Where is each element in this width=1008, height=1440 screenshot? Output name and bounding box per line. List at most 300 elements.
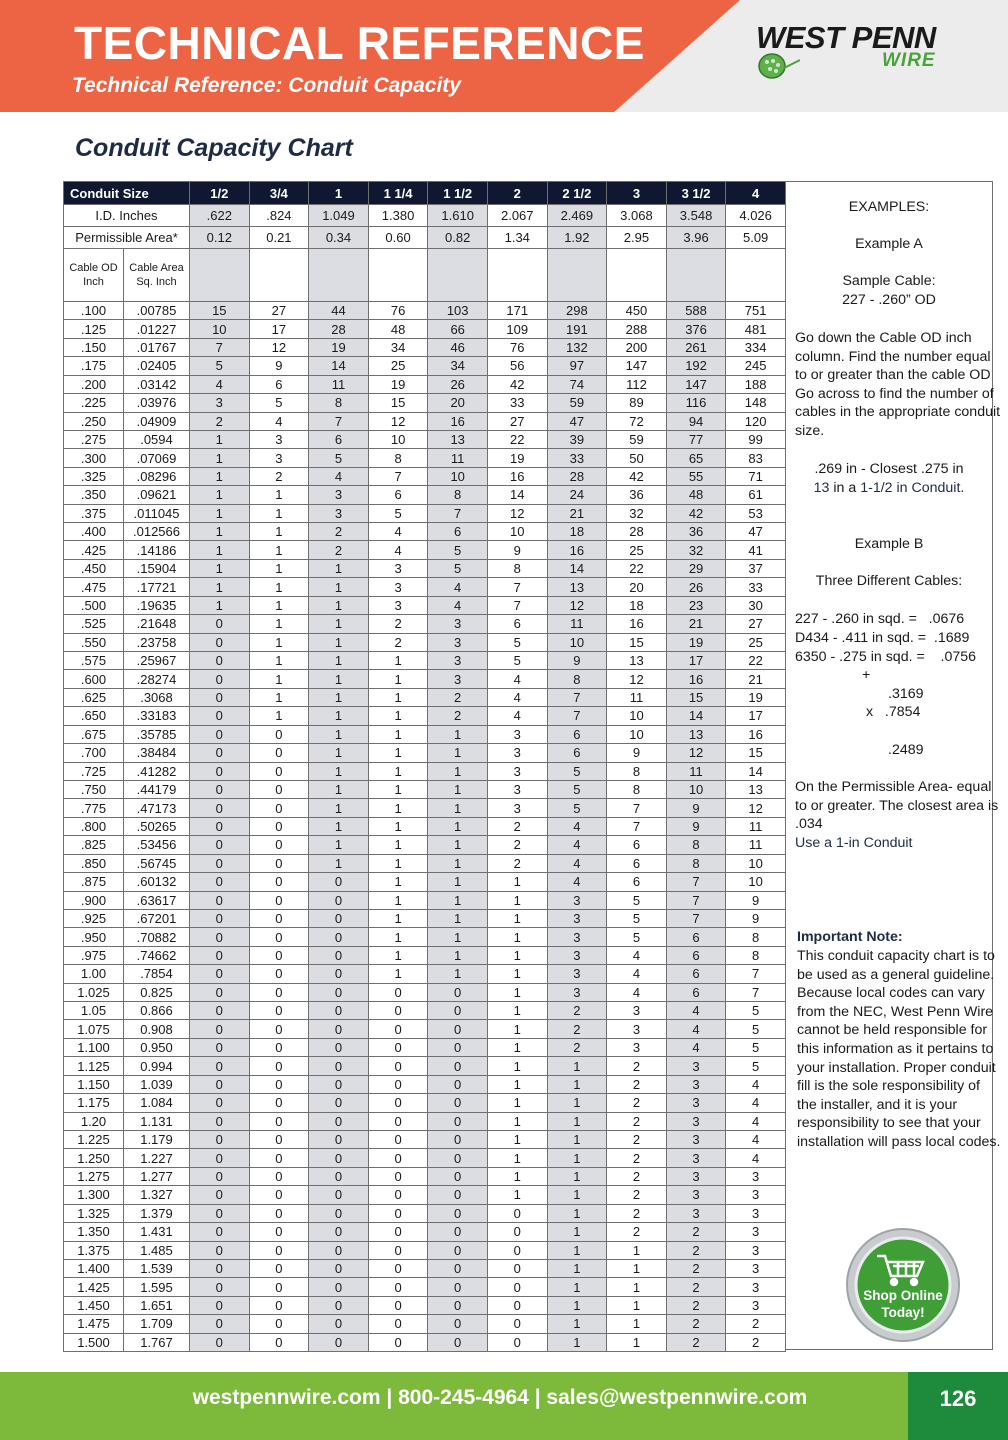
capacity-cell: 83 [726,449,786,467]
capacity-cell: 1 [547,1130,607,1148]
capacity-cell: 0 [368,1204,428,1222]
capacity-cell: 0 [249,854,309,872]
capacity-cell: 2 [607,1149,667,1167]
capacity-cell: 1 [368,780,428,798]
cable-od-cell: .475 [64,578,124,596]
area-value: 0.12 [190,227,250,249]
west-penn-wire-logo[interactable] [752,20,992,80]
example-b-area-text: On the Permissible Area- equal to or greater. The closest area is .034 [795,779,999,833]
capacity-cell: 47 [547,412,607,430]
cable-od-cell: .950 [64,928,124,946]
size-header: 3 1/2 [666,182,726,205]
capacity-cell: 2 [607,1075,667,1093]
capacity-cell: 9 [487,541,547,559]
capacity-cell: 29 [666,559,726,577]
capacity-cell: 5 [309,449,369,467]
example-a-title: Example A [855,236,923,252]
table-row [64,1149,786,1167]
capacity-cell: 13 [726,780,786,798]
capacity-cell: 0 [249,725,309,743]
capacity-cell: 0 [309,1223,369,1241]
capacity-cell: 0 [309,1149,369,1167]
cable-area-cell: 1.595 [124,1278,190,1296]
capacity-cell: 1 [309,615,369,633]
capacity-cell: 1 [190,504,250,522]
capacity-cell: 0 [487,1204,547,1222]
example-b-multiplier: x .7854 [866,704,921,720]
cable-area-cell: .09621 [124,486,190,504]
cable-od-cell: 1.00 [64,965,124,983]
capacity-cell: 4 [547,873,607,891]
capacity-cell: 0 [428,1057,488,1075]
capacity-cell: 3 [666,1057,726,1075]
capacity-cell: 0 [249,1075,309,1093]
table-row [64,1278,786,1296]
table-row [64,1075,786,1093]
table-row [64,836,786,854]
cable-od-cell: .275 [64,430,124,448]
capacity-cell: 2 [607,1094,667,1112]
capacity-cell: 13 [666,725,726,743]
capacity-cell: 2 [487,836,547,854]
capacity-cell: 1 [607,1333,667,1351]
capacity-cell: 0 [190,688,250,706]
capacity-cell: 3 [666,1130,726,1148]
capacity-cell: 1 [190,430,250,448]
capacity-cell: 21 [547,504,607,522]
capacity-cell: 0 [487,1315,547,1333]
capacity-cell: 0 [190,1315,250,1333]
table-row [64,1241,786,1259]
capacity-cell: 0 [368,1094,428,1112]
capacity-cell: 1 [487,946,547,964]
capacity-cell: 0 [249,1296,309,1314]
cable-od-cell: 1.025 [64,983,124,1001]
table-row [64,707,786,725]
capacity-cell: 0 [190,1112,250,1130]
capacity-cell: 4 [726,1112,786,1130]
capacity-cell: 1 [428,873,488,891]
capacity-cell: 0 [249,1020,309,1038]
capacity-cell: 7 [726,983,786,1001]
capacity-cell: 3 [666,1167,726,1185]
capacity-cell: 59 [607,430,667,448]
capacity-cell: 2 [368,633,428,651]
permissible-area-row [64,227,786,249]
capacity-cell: 1 [249,541,309,559]
capacity-cell: 1 [309,817,369,835]
capacity-cell: 6 [309,430,369,448]
table-row [64,688,786,706]
capacity-cell: 288 [607,320,667,338]
capacity-cell: 0 [249,1278,309,1296]
cable-area-label: Cable Area Sq. Inch [124,249,190,302]
capacity-cell: 4 [547,817,607,835]
capacity-cell: 2 [547,1038,607,1056]
cable-od-label: Cable OD Inch [64,249,124,302]
capacity-cell: 21 [726,670,786,688]
capacity-cell: 42 [666,504,726,522]
table-row [64,854,786,872]
size-header: 3 [607,182,667,205]
capacity-cell: 0 [487,1278,547,1296]
capacity-cell: 0 [190,1204,250,1222]
capacity-cell: 147 [607,357,667,375]
capacity-cell: 1 [368,688,428,706]
capacity-cell: 8 [726,928,786,946]
example-a-result-line2 [785,479,993,498]
capacity-cell: 0 [428,1149,488,1167]
capacity-cell: 7 [547,707,607,725]
area-value: 0.21 [249,227,309,249]
footer-contact[interactable]: westpennwire.com | 800-245-4964 | sales@westpennwire.com [192,1386,808,1409]
capacity-cell: 65 [666,449,726,467]
cable-area-cell: .21648 [124,615,190,633]
capacity-cell: 4 [428,578,488,596]
table-row [64,320,786,338]
capacity-cell: 39 [547,430,607,448]
capacity-cell: 32 [666,541,726,559]
capacity-cell: 6 [666,928,726,946]
table-row [64,394,786,412]
capacity-cell: 1 [487,1094,547,1112]
cable-od-cell: .200 [64,375,124,393]
capacity-cell: 0 [428,1259,488,1277]
capacity-cell: 1 [368,909,428,927]
page-number: 126 [939,1386,977,1411]
capacity-cell: 9 [726,909,786,927]
capacity-cell: 1 [607,1315,667,1333]
capacity-cell: 1 [190,449,250,467]
capacity-cell: 3 [726,1278,786,1296]
capacity-cell: 0 [190,909,250,927]
capacity-cell: 1 [428,744,488,762]
table-row [64,1167,786,1185]
cable-area-cell: .38484 [124,744,190,762]
capacity-cell: 3 [666,1204,726,1222]
capacity-cell: 4 [487,688,547,706]
cable-area-cell: .04909 [124,412,190,430]
capacity-cell: 19 [309,338,369,356]
table-row [64,1186,786,1204]
capacity-cell: 22 [487,430,547,448]
capacity-cell: 1 [309,688,369,706]
capacity-cell: 2 [428,688,488,706]
cable-area-cell: .012566 [124,523,190,541]
capacity-cell: 0 [368,1038,428,1056]
capacity-cell: 97 [547,357,607,375]
shop-online-text[interactable] [850,1287,956,1321]
capacity-cell: 1 [607,1259,667,1277]
capacity-cell: 2 [666,1241,726,1259]
capacity-cell: 0 [309,1333,369,1351]
table-row [64,1094,786,1112]
capacity-cell: 3 [666,1186,726,1204]
capacity-cell: 1 [249,707,309,725]
table-row [64,652,786,670]
capacity-cell: 1 [368,928,428,946]
cable-od-cell: 1.325 [64,1204,124,1222]
example-b-line1: 227 - .260 in sqd. = .0676 [795,611,965,627]
capacity-cell: 0 [309,1112,369,1130]
capacity-cell: 6 [607,854,667,872]
capacity-cell: 76 [487,338,547,356]
capacity-cell: 1 [487,1112,547,1130]
capacity-cell: 0 [428,1204,488,1222]
capacity-cell: 2 [249,467,309,485]
capacity-cell: 17 [666,652,726,670]
capacity-cell: 16 [428,412,488,430]
capacity-cell: 0 [428,1315,488,1333]
capacity-cell: 5 [726,1020,786,1038]
capacity-cell: 1 [547,1075,607,1093]
capacity-cell: 2 [368,615,428,633]
table-row [64,1130,786,1148]
cable-area-cell: .70882 [124,928,190,946]
capacity-cell: 0 [309,1038,369,1056]
cable-area-cell: .23758 [124,633,190,651]
capacity-cell: 10 [607,725,667,743]
capacity-cell: 48 [666,486,726,504]
capacity-cell: 3 [607,1002,667,1020]
capacity-cell: 34 [368,338,428,356]
capacity-cell: 0 [309,909,369,927]
table-row [64,1315,786,1333]
capacity-cell: 0 [190,633,250,651]
capacity-cell: 2 [607,1223,667,1241]
capacity-cell: 76 [368,302,428,320]
capacity-cell: 34 [428,357,488,375]
capacity-cell: 1 [428,946,488,964]
table-row [64,799,786,817]
capacity-cell: 261 [666,338,726,356]
capacity-cell: 0 [368,1186,428,1204]
capacity-cell: 33 [547,449,607,467]
example-b-result: Use a 1-in Conduit [795,835,913,851]
capacity-cell: 0 [190,744,250,762]
capacity-cell: 1 [309,725,369,743]
capacity-cell: 9 [666,817,726,835]
capacity-cell: 2 [309,541,369,559]
capacity-cell: 1 [309,780,369,798]
capacity-cell: 37 [726,559,786,577]
area-value: 0.60 [368,227,428,249]
cable-area-cell: .47173 [124,799,190,817]
capacity-cell: 1 [547,1167,607,1185]
capacity-cell: 450 [607,302,667,320]
capacity-cell: 1 [368,891,428,909]
cable-area-cell: .08296 [124,467,190,485]
capacity-cell: 0 [190,928,250,946]
table-row [64,615,786,633]
capacity-cell: 0 [190,652,250,670]
cable-area-cell: 0.994 [124,1057,190,1075]
cable-area-cell: .25967 [124,652,190,670]
capacity-cell: 61 [726,486,786,504]
capacity-cell: 1 [190,596,250,614]
capacity-cell: 19 [726,688,786,706]
capacity-cell: 188 [726,375,786,393]
capacity-cell: 0 [249,946,309,964]
capacity-cell: 0 [368,1278,428,1296]
capacity-cell: 0 [309,1204,369,1222]
capacity-cell: 12 [547,596,607,614]
capacity-cell: 6 [487,615,547,633]
capacity-cell: 0 [190,854,250,872]
capacity-cell: 1 [487,1167,547,1185]
capacity-cell: 1 [547,1278,607,1296]
area-value: 1.34 [487,227,547,249]
blank-cell [547,249,607,302]
capacity-cell: 9 [666,799,726,817]
capacity-cell: 0 [249,983,309,1001]
capacity-cell: 1 [368,725,428,743]
capacity-cell: 1 [190,486,250,504]
cable-area-cell: .17721 [124,578,190,596]
cable-od-cell: 1.500 [64,1333,124,1351]
cable-area-cell: .28274 [124,670,190,688]
capacity-cell: 0 [190,817,250,835]
capacity-cell: 1 [428,725,488,743]
capacity-cell: 20 [607,578,667,596]
capacity-cell: 3 [249,449,309,467]
permissible-area-label: Permissible Area* [64,227,190,249]
capacity-cell: 1 [368,836,428,854]
capacity-cell: 0 [190,615,250,633]
capacity-cell: 1 [547,1186,607,1204]
capacity-cell: 0 [428,983,488,1001]
capacity-cell: 1 [428,836,488,854]
capacity-cell: 22 [607,559,667,577]
cable-od-cell: .675 [64,725,124,743]
cable-od-cell: 1.425 [64,1278,124,1296]
capacity-cell: 3 [726,1296,786,1314]
id-inches-row [64,205,786,227]
capacity-cell: 0 [428,1020,488,1038]
example-b-subtitle: Three Different Cables: [815,573,963,589]
cable-od-cell: .400 [64,523,124,541]
capacity-cell: 2 [666,1259,726,1277]
capacity-cell: 8 [666,854,726,872]
capacity-cell: 2 [607,1130,667,1148]
capacity-cell: 28 [547,467,607,485]
capacity-cell: 0 [487,1333,547,1351]
cable-area-cell: .33183 [124,707,190,725]
capacity-cell: 3 [547,965,607,983]
cable-od-cell: 1.175 [64,1094,124,1112]
capacity-cell: 10 [666,780,726,798]
cable-od-cell: .775 [64,799,124,817]
capacity-cell: 11 [547,615,607,633]
capacity-cell: 74 [547,375,607,393]
example-a-sample-label: Sample Cable: [842,273,936,289]
capacity-cell: 3 [666,1094,726,1112]
capacity-cell: 19 [487,449,547,467]
capacity-cell: 0 [368,1075,428,1093]
capacity-cell: 0 [309,983,369,1001]
capacity-cell: 7 [487,578,547,596]
capacity-cell: 17 [726,707,786,725]
cable-area-cell: 1.709 [124,1315,190,1333]
capacity-cell: 3 [487,799,547,817]
table-row [64,928,786,946]
capacity-cell: 1 [249,486,309,504]
capacity-cell: 18 [547,523,607,541]
capacity-cell: 1 [487,1075,547,1093]
capacity-cell: 116 [666,394,726,412]
capacity-cell: 0 [249,799,309,817]
capacity-cell: 0 [487,1296,547,1314]
capacity-cell: 191 [547,320,607,338]
cable-od-cell: .300 [64,449,124,467]
shop-online-badge[interactable] [843,1228,963,1343]
capacity-cell: 2 [607,1186,667,1204]
capacity-cell: 0 [309,1094,369,1112]
capacity-cell: 3 [726,1259,786,1277]
capacity-cell: 4 [368,523,428,541]
capacity-cell: 0 [249,928,309,946]
capacity-cell: 2 [547,1020,607,1038]
capacity-cell: 4 [487,670,547,688]
capacity-cell: 17 [249,320,309,338]
capacity-cell: 1 [309,762,369,780]
capacity-cell: 7 [726,965,786,983]
capacity-cell: 11 [666,762,726,780]
capacity-cell: 3 [428,633,488,651]
capacity-cell: 1 [368,946,428,964]
capacity-cell: 1 [428,762,488,780]
table-row [64,633,786,651]
capacity-cell: 0 [428,1112,488,1130]
capacity-cell: 0 [368,1296,428,1314]
capacity-cell: 5 [428,541,488,559]
capacity-cell: 1 [368,652,428,670]
capacity-cell: 1 [487,891,547,909]
capacity-cell: 1 [190,541,250,559]
id-value: 1.049 [309,205,369,227]
capacity-cell: 4 [249,412,309,430]
capacity-cell: 0 [190,983,250,1001]
id-inches-label: I.D. Inches [64,205,190,227]
capacity-cell: 0 [368,1130,428,1148]
capacity-cell: 4 [607,946,667,964]
capacity-cell: 56 [487,357,547,375]
capacity-cell: 200 [607,338,667,356]
capacity-cell: 1 [428,854,488,872]
capacity-cell: 0 [309,891,369,909]
capacity-cell: 1 [190,523,250,541]
capacity-cell: 0 [190,799,250,817]
capacity-cell: 0 [309,1186,369,1204]
capacity-cell: 2 [487,854,547,872]
cable-od-cell: 1.20 [64,1112,124,1130]
capacity-cell: 0 [309,1278,369,1296]
capacity-cell: 0 [249,909,309,927]
capacity-cell: 3 [666,1075,726,1093]
capacity-cell: 12 [249,338,309,356]
capacity-cell: 16 [487,467,547,485]
table-row [64,1038,786,1056]
capacity-cell: 6 [607,873,667,891]
capacity-cell: 0 [190,1333,250,1351]
capacity-cell: 3 [428,652,488,670]
capacity-cell: 2 [726,1333,786,1351]
table-row [64,817,786,835]
capacity-cell: 4 [726,1075,786,1093]
capacity-cell: 1 [487,873,547,891]
capacity-cell: 47 [726,523,786,541]
cable-area-cell: 1.084 [124,1094,190,1112]
